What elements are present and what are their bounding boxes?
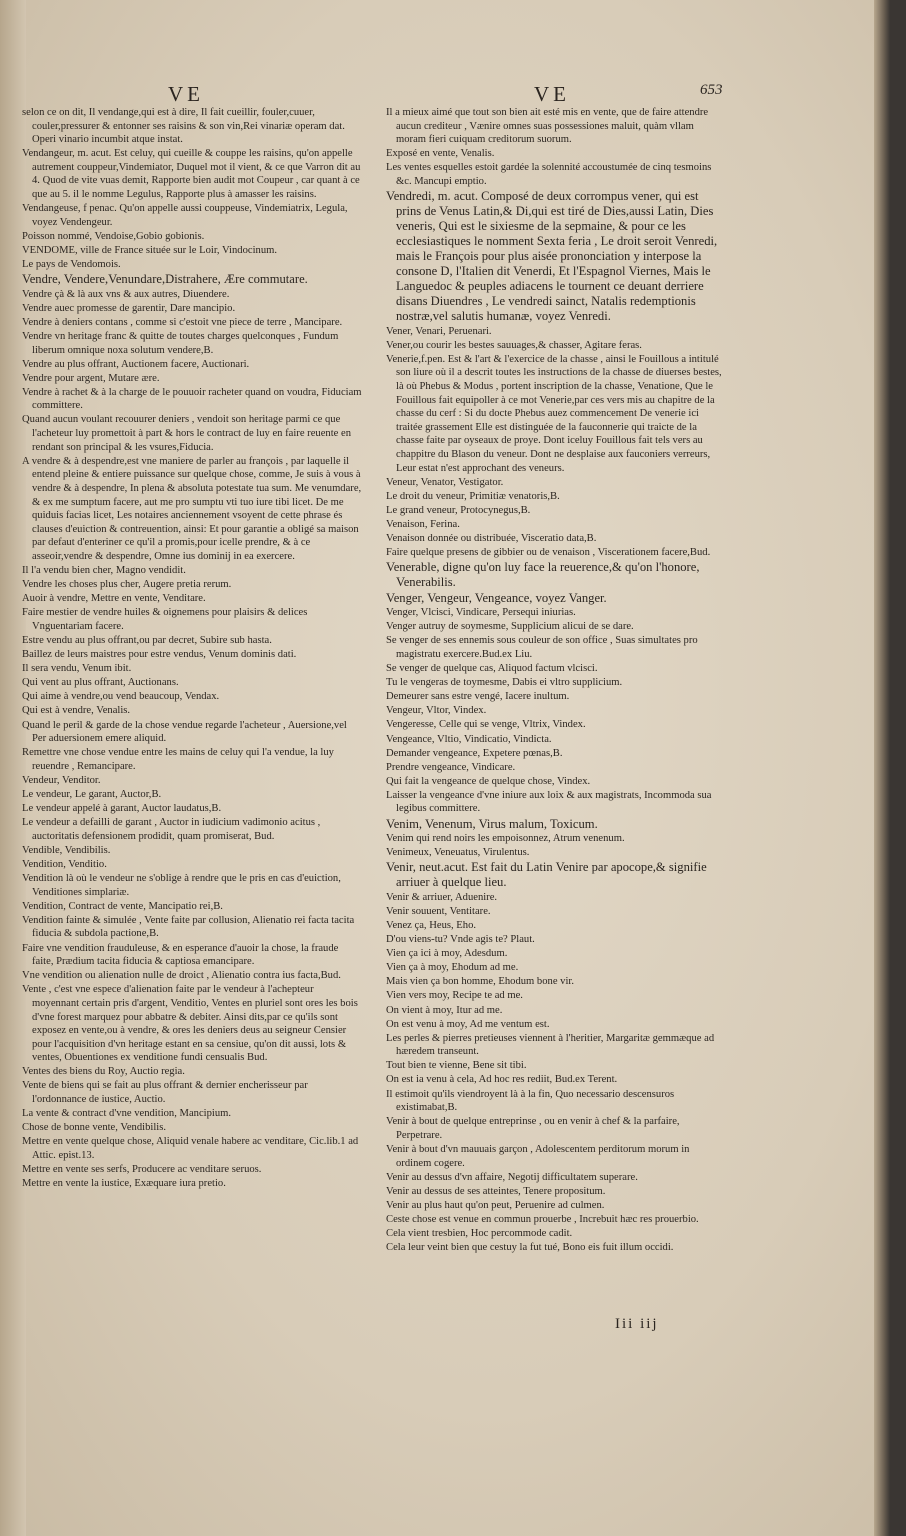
- dictionary-entry: On est venu à moy, Ad me ventum est.: [386, 1018, 550, 1030]
- dictionary-entry: Les ventes esquelles estoit gardée la solennité accoustumée de cinq tesmoins &c. Mancupi emptio.: [386, 162, 712, 187]
- dictionary-entry: Cela leur veint bien que cestuy la fut tué, Bono eis fuit illum occidi.: [386, 1242, 674, 1254]
- dictionary-entry: Venez ça, Heus, Eho.: [386, 919, 477, 931]
- dictionary-entry: Venimeux, Veneuatus, Virulentus.: [386, 847, 530, 859]
- dictionary-entry: Vien ça ici à moy, Adesdum.: [386, 948, 508, 960]
- dictionary-entry: D'ou viens-tu? Vnde agis te? Plaut.: [386, 934, 535, 946]
- dictionary-entry: Prendre vengeance, Vindicare.: [386, 761, 516, 773]
- dictionary-entry: Mais vien ça bon homme, Ehodum bone vir.: [386, 976, 575, 988]
- dictionary-entry: Venim qui rend noirs les empoisonnez, Atrum venenum.: [386, 833, 625, 845]
- dictionary-entry: Tu le vengeras de toymesme, Dabis ei vltro supplicium.: [386, 677, 623, 689]
- dictionary-entry: Vente , c'est vne espece d'alienation faite par le vendeur à l'achepteur moyennant certain pris d'argent, Venditio, Ventes en pluriel sont ores les bois d'vne forest marquez pour abbatre & debiter. Ainsi dits,par ce qu'ils sont exposez en vente,ou à vendre, & ores les deniers deus au seigneur Censier pour l'acquisition d'vn heritage estant en sa censiue, qu'on dit aussi, lots & ventes, Obuentiones ex venditione fundi censualis Bud.: [22, 984, 358, 1064]
- dictionary-entry: Laisser la vengeance d'vne iniure aux loix & aux magistrats, Incommoda sua legibus committere.: [386, 789, 712, 815]
- dictionary-entry: Demander vengeance, Expetere pœnas,B.: [386, 747, 563, 759]
- dictionary-entry: Exposé en vente, Venalis.: [386, 148, 495, 160]
- dictionary-entry: On vient à moy, Itur ad me.: [386, 1004, 503, 1016]
- dictionary-entry: Vendition, Venditio.: [22, 858, 107, 870]
- dictionary-entry: Estre vendu au plus offrant,ou par decret, Subire sub hasta.: [22, 634, 272, 646]
- dictionary-entry: Vendre à rachet & à la charge de le pouuoir racheter quand on voudra, Fiduciam committere.: [22, 386, 362, 412]
- dictionary-entry: Vengeresse, Celle qui se venge, Vltrix, Vindex.: [386, 719, 586, 731]
- dictionary-entry: Qui aime à vendre,ou vend beaucoup, Vendax.: [22, 691, 220, 703]
- dictionary-entry: Vendeur, Venditor.: [22, 774, 101, 786]
- dictionary-entry: Vener,ou courir les bestes sauuages,& chasser, Agitare feras.: [386, 339, 642, 351]
- dictionary-entry: Le vendeur a defailli de garant , Auctor in iudicium vadimonio acitus , auctoritatis defensionem prodidit, quam promiserat, Bud.: [22, 817, 321, 842]
- dictionary-entry: Vendre au plus offrant, Auctionem facere, Auctionari.: [22, 358, 250, 370]
- dictionary-entry: Ventes des biens du Roy, Auctio regia.: [22, 1066, 185, 1078]
- dictionary-entry: Venir au dessus de ses atteintes, Tenere propositum.: [386, 1185, 606, 1197]
- dictionary-entry: Qui est à vendre, Venalis.: [22, 705, 131, 717]
- dictionary-entry: Demeurer sans estre vengé, Iacere inultum.: [386, 691, 570, 703]
- dictionary-entry: Venir souuent, Ventitare.: [386, 905, 491, 917]
- dictionary-entry: Vendangeuse, f penac. Qu'on appelle aussi couppeuse, Vindemiatrix, Legula, voyez Vendengeur.: [22, 203, 348, 228]
- dictionary-entry: Se venger de ses ennemis sous couleur de son office , Suas simultates pro magistratu exercere.Bud.ex Liu.: [386, 635, 698, 660]
- signature-mark: Iii iij: [615, 1316, 659, 1332]
- dictionary-entry: Il a mieux aimé que tout son bien ait esté mis en vente, que de faire attendre aucun crediteur , Vænire omnes suas possessiones maluit, quàm vllam moram fieri cuiquam creditorum suorum.: [386, 107, 709, 146]
- dictionary-entry: Venim, Venenum, Virus malum, Toxicum.: [386, 816, 598, 831]
- dictionary-entry: Les perles & pierres pretieuses viennent à l'heritier, Margaritæ gemmæque ad hæredem transeunt.: [386, 1032, 715, 1058]
- dictionary-entry: selon ce on dit, Il vendange,qui est à dire, Il fait cueillir, fouler,cuuer, couler,pressurer & entonner ses raisins & son vin,Rei vinariæ operam dat. Operi vinario incumbit atque instat.: [22, 107, 345, 146]
- dictionary-entry: Vendre çà & là aux vns & aux autres, Diuendere.: [22, 288, 230, 300]
- dictionary-entry: Vener, Venari, Peruenari.: [386, 325, 492, 337]
- dictionary-entry: Il sera vendu, Venum ibit.: [22, 663, 132, 675]
- dictionary-entry: Ceste chose est venue en commun prouerbe , Increbuit hæc res prouerbio.: [386, 1213, 699, 1225]
- dictionary-entry: Vien ça à moy, Ehodum ad me.: [386, 962, 519, 974]
- dictionary-entry: Se venger de quelque cas, Aliquod factum vlcisci.: [386, 663, 598, 675]
- page-edge: [874, 0, 890, 1536]
- dictionary-entry: Vengeance, Vltio, Vindicatio, Vindicta.: [386, 733, 552, 745]
- dictionary-entry: Venir au plus haut qu'on peut, Peruenire ad culmen.: [386, 1199, 605, 1211]
- dictionary-entry: Vendredi, m. acut. Composé de deux corrompus vener, qui est prins de Venus Latin,& Di,qui est tiré de Dies,aussi Latin, Dies veneris, Qui est le sixiesme de la sepmaine, & pour ce les ecclesiastiques le nomment Sexta feria , Le droit seroit Venredi, mais le François pour plus aisée prononciation y interpose la consone D, l'Italien dit Venerdi, Et l'Espagnol Viernes, Mais le Languedoc & peuples adiacens le tournent ce deuant derriere disans Diuendres , Le vendredi sainct, Natalis redemptionis nostræ,vel salutis humanæ, voyez Venredi.: [386, 189, 718, 324]
- dictionary-entry: Vendre, Vendere,Venundare,Distrahere, Ære commutare.: [22, 272, 308, 287]
- dictionary-entry: Venaison, Ferina.: [386, 518, 460, 530]
- dictionary-entry: Venir au dessus d'vn affaire, Negotij difficultatem superare.: [386, 1171, 638, 1183]
- dictionary-entry: VENDOME, ville de France située sur le Loir, Vindocinum.: [22, 244, 277, 256]
- dictionary-entry: Vendre auec promesse de garentir, Dare mancipio.: [22, 302, 236, 314]
- dictionary-entry: Quand le peril & garde de la chose vendue regarde l'acheteur , Auersione,vel Per aduersionem emere aliquid.: [22, 719, 347, 745]
- dictionary-entry: Venir à bout de quelque entreprinse , ou en venir à chef & la parfaire, Perpetrare.: [386, 1116, 680, 1141]
- dictionary-entry: Chose de bonne vente, Vendibilis.: [22, 1122, 166, 1134]
- dictionary-entry: Il estimoit qu'ils viendroyent là à la fin, Quo necessario descensuros existimabat,B.: [386, 1088, 675, 1114]
- dictionary-entry: Le vendeur, Le garant, Auctor,B.: [22, 789, 162, 800]
- dictionary-entry: Mettre en vente ses serfs, Producere ac venditare seruos.: [22, 1164, 262, 1176]
- dictionary-entry: Venir & arriuer, Aduenire.: [386, 891, 498, 903]
- dictionary-entry: Vendre les choses plus cher, Augere pretia rerum.: [22, 579, 232, 591]
- left-column: [22, 106, 362, 1191]
- right-column: [386, 106, 726, 1255]
- dictionary-entry: Faire vne vendition frauduleuse, & en esperance d'auoir la chose, la fraude faite, Prædium tacita fiducia & captiosa emancipare.: [22, 942, 339, 968]
- dictionary-entry: Le vendeur appelé à garant, Auctor laudatus,B.: [22, 803, 222, 815]
- dictionary-entry: Poisson nommé, Vendoise,Gobio gobionis.: [22, 230, 205, 242]
- dictionary-entry: Vendition là où le vendeur ne s'oblige à rendre que le pris en cas d'euiction, Venditiones simplariæ.: [22, 873, 341, 898]
- dictionary-entry: Vendre pour argent, Mutare ære.: [22, 372, 160, 384]
- dictionary-entry: Vendre vn heritage franc & quitte de toutes charges quelconques , Fundum liberum omnique noxa solutum vendere,B.: [22, 330, 339, 356]
- dictionary-entry: Venaison donnée ou distribuée, Visceratio data,B.: [386, 532, 597, 544]
- dictionary-entry: Vendible, Vendibilis.: [22, 844, 111, 856]
- dictionary-entry: La vente & contract d'vne vendition, Mancipium.: [22, 1108, 232, 1120]
- dictionary-entry: Quand aucun voulant recouurer deniers , vendoit son heritage parmi ce que l'acheteur luy promettoit à part & hors le contract de luy en faire reuente en rendant son principal & les vsures,Fiducia.: [22, 414, 351, 453]
- dictionary-entry: Faire mestier de vendre huiles & oignemens pour plaisirs & delices Vnguentariam facere.: [22, 607, 308, 632]
- dictionary-entry: Vendition, Contract de vente, Mancipatio rei,B.: [22, 900, 223, 912]
- dictionary-entry: Le droit du veneur, Primitiæ venatoris,B.: [386, 490, 560, 502]
- dictionary-entry: Vien vers moy, Recipe te ad me.: [386, 990, 523, 1002]
- dictionary-entry: Vendre à deniers contans , comme si c'estoit vne piece de terre , Mancipare.: [22, 316, 343, 328]
- dictionary-entry: Vendition fainte & simulée , Vente faite par collusion, Alienatio rei facta tacita fiducia & subdola pactione,B.: [22, 914, 355, 940]
- running-head-left: VE: [168, 82, 204, 106]
- dictionary-entry: Mettre en vente la iustice, Exæquare iura pretio.: [22, 1178, 226, 1190]
- dictionary-entry: On est ia venu à cela, Ad hoc res rediit, Bud.ex Terent.: [386, 1074, 618, 1086]
- dictionary-entry: Tout bien te vienne, Bene sit tibi.: [386, 1060, 527, 1072]
- dictionary-entry: Vente de biens qui se fait au plus offrant & dernier encherisseur par l'ordonnance de iustice, Auctio.: [22, 1080, 308, 1106]
- dictionary-entry: Vendangeur, m. acut. Est celuy, qui cueille & couppe les raisins, qu'on appelle autrement couppeur,Vindemiator, Duquel mot il vient, & ce que Varron dit au 4. Quod de vite vuas demit, Rapporte bien audit mot Coupeur , car quant à ce que au 5. il le nomme Legulus, Rapporte plus à amasser les raisins.: [22, 148, 361, 201]
- dictionary-entry: Remettre vne chose vendue entre les mains de celuy qui l'a vendue, la luy reuendre , Remancipare.: [22, 747, 334, 772]
- dictionary-entry: Venir à bout d'vn mauuais garçon , Adolescentem perditorum morum in ordinem cogere.: [386, 1143, 690, 1169]
- dictionary-entry: Le grand veneur, Protocynegus,B.: [386, 504, 531, 516]
- dictionary-entry: A vendre & à despendre,est vne maniere de parler au françois , par laquelle il entend pleine & entiere puissance sur quelque chose, comme, Je suis à vous à vendre & à despendre, In plena & absoluta potestate tua sum. Me venumdare, & ex me sumptum facere, aut me pro sumptu vti tuo iure tibi licet. De me quiduis facias licet, Les notaires anciennement vsoyent de cette phrase és clauses d'euiction & contreuention, ainsi: Et pour garantie a obligé sa maison par defaut d'enteriner ce qu'il a promis,pour icelle prendre, & à ce asseoir,vendre & despendre, Omne ius dominij in ea exercere.: [22, 455, 362, 562]
- dictionary-entry: Qui fait la vengeance de quelque chose, Vindex.: [386, 775, 591, 787]
- dictionary-entry: Venger, Vengeur, Vengeance, voyez Vanger.: [386, 590, 607, 605]
- dictionary-entry: Veneur, Venator, Vestigator.: [386, 476, 504, 488]
- dictionary-entry: Venger autruy de soymesme, Supplicium alicui de se dare.: [386, 621, 634, 633]
- folio-number: 653: [700, 82, 723, 98]
- dictionary-entry: Vne vendition ou alienation nulle de droict , Alienatio contra ius facta,Bud.: [22, 970, 341, 982]
- dictionary-entry: Faire quelque presens de gibbier ou de venaison , Viscerationem facere,Bud.: [386, 547, 711, 559]
- dictionary-entry: Venerable, digne qu'on luy face la reuerence,& qu'on l'honore, Venerabilis.: [386, 560, 700, 590]
- dictionary-entry: Mettre en vente quelque chose, Aliquid venale habere ac venditare, Cic.lib.1 ad Attic. epist.13.: [22, 1136, 359, 1161]
- dictionary-entry: Le pays de Vendomois.: [22, 259, 121, 271]
- dictionary-entry: Cela vient tresbien, Hoc percommode cadit.: [386, 1228, 573, 1239]
- running-head-right: VE: [534, 82, 570, 106]
- dictionary-entry: Auoir à vendre, Mettre en vente, Venditare.: [22, 593, 206, 605]
- dictionary-entry: Venger, Vlcisci, Vindicare, Persequi iniurias.: [386, 607, 576, 619]
- dictionary-entry: Vengeur, Vltor, Vindex.: [386, 705, 487, 717]
- dictionary-entry: Qui vent au plus offrant, Auctionans.: [22, 677, 179, 689]
- dictionary-entry: Venir, neut.acut. Est fait du Latin Venire par apocope,& signifie arriuer à quelque lieu.: [386, 860, 707, 890]
- dictionary-entry: Baillez de leurs maistres pour estre vendus, Venum dominis dati.: [22, 649, 297, 661]
- dictionary-entry: Venerie,f.pen. Est & l'art & l'exercice de la chasse , ainsi le Fouillous a intitulé son liure où il a descrit toutes les instructions de la chasse de diuerses bestes, là où Phebus & Modus , portent inscription de la chasse, Venatione, Que le Fouillous fait equipoller à ce mot Venerie,par ces vers mis au chapitre de la chasse du cerf : Si du docte Phebus auez commencement De venerie ici traitée grassement Elle est distinguée de la fauconnerie qui traicte de la chasse faite par oyseaux de proye. Dont iceluy Fouillous fait tels vers au chappitre du Blason du veneur. Dont ne desplaise aux fauconiers verreurs, Leur estat n'est approchant des veneurs.: [386, 353, 722, 474]
- dictionary-entry: Il l'a vendu bien cher, Magno vendidit.: [22, 565, 186, 576]
